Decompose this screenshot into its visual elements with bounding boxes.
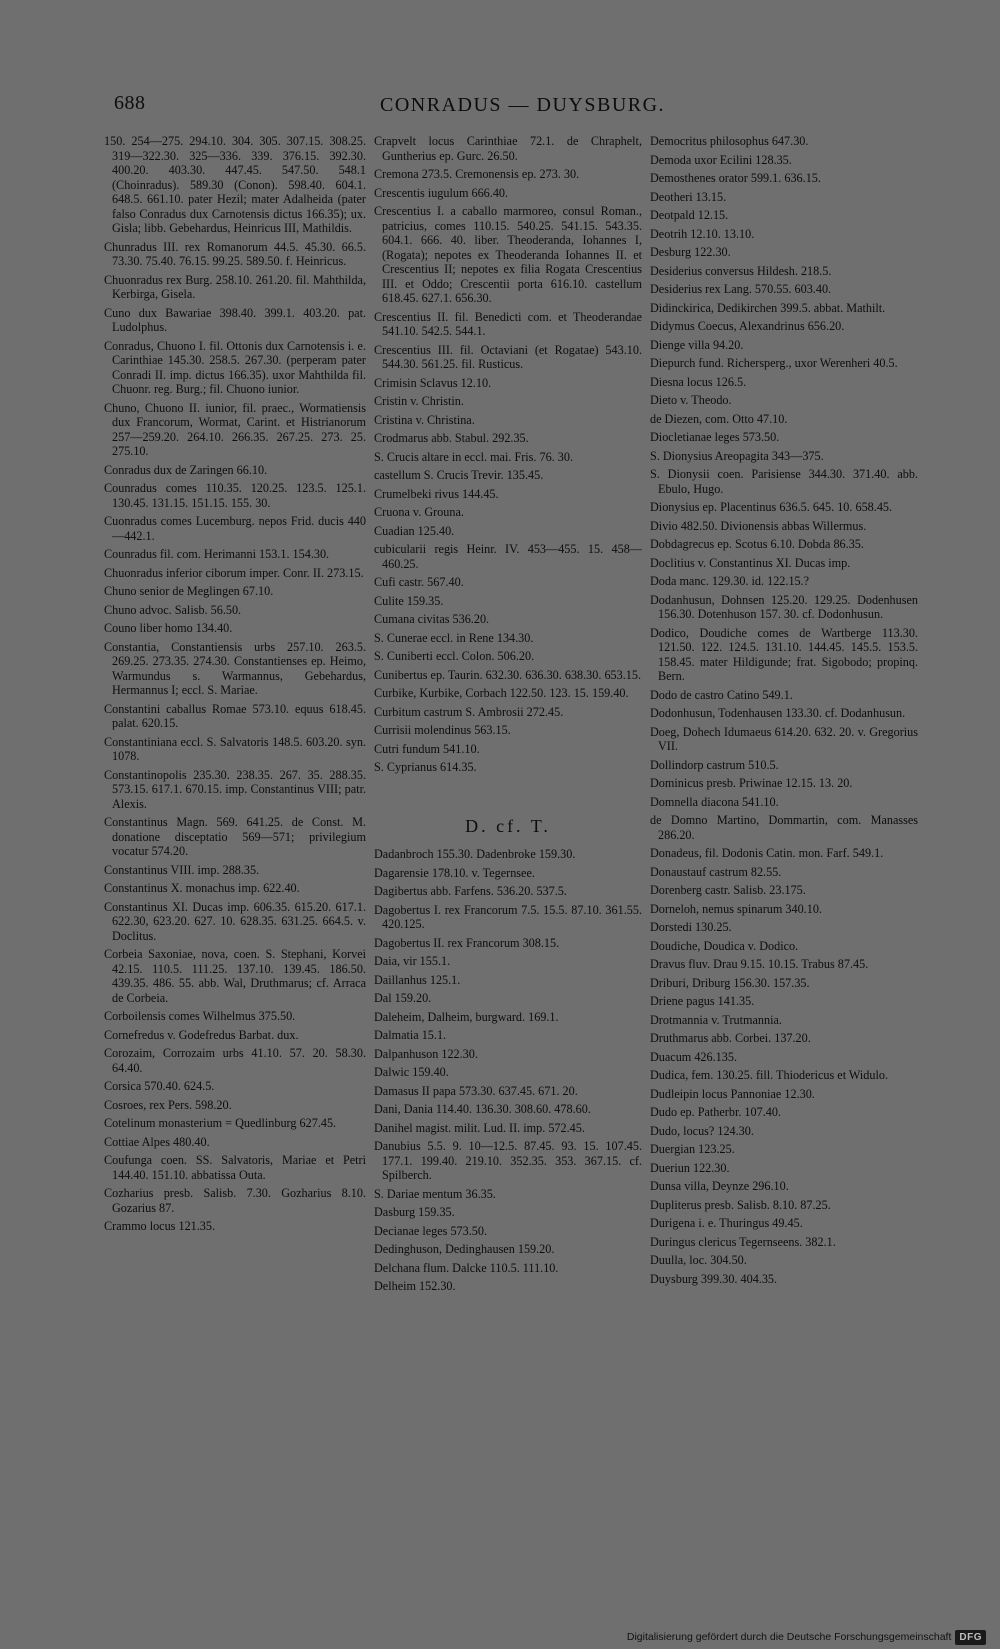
index-entry: Doudiche, Doudica v. Dodico. bbox=[650, 938, 799, 953]
footer-text: Digitalisierung gefördert durch die Deutsche Forschungsgemeinschaft bbox=[626, 1631, 952, 1643]
index-entry: Curbike, Kurbike, Corbach 122.50. 123. 15. 159.40. bbox=[374, 686, 629, 700]
index-entry: Cristina v. Christina. bbox=[374, 412, 475, 427]
index-entry: Dupliterus presb. Salisb. 8.10. 87.25. bbox=[650, 1197, 831, 1212]
index-entry: Durigena i. e. Thuringus 49.45. bbox=[650, 1216, 803, 1230]
index-entry: Coufunga coen. SS. Salvatoris, Mariae et Petri 144.40. 151.10. abbatissa Outa. bbox=[104, 1153, 366, 1182]
index-entry: Cuadian 125.40. bbox=[374, 523, 455, 538]
index-entry: Dudica, fem. 130.25. fill. Thiodericus et Widulo. bbox=[650, 1068, 889, 1082]
index-entry: Crapvelt locus Carinthiae 72.1. de Chraphelt, Guntherius ep. Gurc. 26.50. bbox=[374, 134, 642, 163]
index-entry: Danihel magist. milit. Lud. II. imp. 572.45. bbox=[374, 1120, 585, 1135]
index-entry: Dodico, Doudiche comes de Wartberge 113.30. 121.50. 122. 124.5. 131.10. 144.45. 145.5. 153.5. 158.45. mater Hildigunde; frat. Sigobodo; propinq. Bern. bbox=[650, 625, 918, 683]
index-entry: Dalpanhuson 122.30. bbox=[374, 1046, 478, 1061]
index-entry: Dodanhusun, Dohnsen 125.20. 129.25. Dodenhusen 156.30. Dotenhuson 157. 30. cf. Dodonhusun. bbox=[650, 592, 918, 621]
index-column-middle bbox=[374, 134, 642, 1298]
index-entry: Diocletianae leges 573.50. bbox=[650, 430, 780, 444]
index-entry: Cornefredus v. Godefredus Barbat. dux. bbox=[104, 1027, 299, 1042]
index-entry: Dal 159.20. bbox=[374, 991, 432, 1005]
index-entry: Didinckirica, Dedikirchen 399.5. abbat. Mathilt. bbox=[650, 300, 886, 315]
index-entry: Dollindorp castrum 510.5. bbox=[650, 757, 779, 772]
index-entry: Dodonhusun, Todenhausen 133.30. cf. Dodanhusun. bbox=[650, 706, 906, 720]
index-entry: Dorstedi 130.25. bbox=[650, 920, 732, 934]
index-entry: S. Dariae mentum 36.35. bbox=[374, 1186, 496, 1201]
index-entry: Cufi castr. 567.40. bbox=[374, 575, 464, 589]
index-entry: Doclitius v. Constantinus XI. Ducas imp. bbox=[650, 555, 851, 570]
index-entry: Constantini caballus Romae 573.10. equus 618.45. palat. 620.15. bbox=[104, 701, 366, 730]
index-entry: Cottiae Alpes 480.40. bbox=[104, 1134, 210, 1149]
index-entry: Demosthenes orator 599.1. 636.15. bbox=[650, 171, 821, 185]
index-entry: Cuno dux Bawariae 398.40. 399.1. 403.20. pat. Ludolphus. bbox=[104, 305, 366, 334]
index-entry: S. Dionysii coen. Parisiense 344.30. 371.40. abb. Ebulo, Hugo. bbox=[650, 467, 918, 496]
index-entry: Dudleipin locus Pannoniae 12.30. bbox=[650, 1086, 815, 1101]
index-entry: Cutri fundum 541.10. bbox=[374, 741, 480, 756]
index-entry: Dagobertus I. rex Francorum 7.5. 15.5. 87.10. 361.55. 420.125. bbox=[374, 902, 642, 931]
index-entry: Cumana civitas 536.20. bbox=[374, 612, 490, 626]
index-entry: Daia, vir 155.1. bbox=[374, 954, 451, 968]
index-entry: Cunibertus ep. Taurin. 632.30. 636.30. 638.30. 653.15. bbox=[374, 667, 642, 682]
index-entry: Decianae leges 573.50. bbox=[374, 1223, 488, 1238]
index-entry: Conradus dux de Zaringen 66.10. bbox=[104, 462, 268, 477]
index-entry: Daleheim, Dalheim, burgward. 169.1. bbox=[374, 1009, 559, 1024]
index-column-left bbox=[104, 134, 366, 1238]
index-entry: Drotmannia v. Trutmannia. bbox=[650, 1012, 782, 1027]
index-entry: Dudo, locus? 124.30. bbox=[650, 1123, 754, 1138]
index-entry: Duringus clericus Tegernseens. 382.1. bbox=[650, 1234, 836, 1249]
index-entry: Damasus II papa 573.30. 637.45. 671. 20. bbox=[374, 1083, 578, 1098]
index-entry: Counradus comes 110.35. 120.25. 123.5. 125.1. 130.45. 131.15. 151.15. 155. 30. bbox=[104, 481, 366, 510]
index-entry: Crimisin Sclavus 12.10. bbox=[374, 375, 492, 390]
index-entry: Currisii molendinus 563.15. bbox=[374, 723, 511, 737]
index-entry: Couno liber homo 134.40. bbox=[104, 621, 233, 635]
index-entry: Constantinus Magn. 569. 641.25. de Const. M. donatione disceptatio 569—571; privilegium vocatur 574.20. bbox=[104, 815, 366, 858]
index-entry: Desiderius conversus Hildesh. 218.5. bbox=[650, 263, 832, 278]
index-entry: Culite 159.35. bbox=[374, 593, 444, 608]
running-head: CONRADUS — DUYSBURG. bbox=[380, 94, 666, 116]
index-entry: Dienge villa 94.20. bbox=[650, 337, 744, 352]
index-entry: Chuno, Chuono II. iunior, fil. praec., Wormatiensis dux Francorum, Wormat, Carint. et Histrianorum 257—259.20. 264.10. 266.35. 267.25. 273. 25. 275.10. bbox=[104, 400, 366, 458]
index-entry: Domnella diacona 541.10. bbox=[650, 794, 779, 809]
index-entry: Doda manc. 129.30. id. 122.15.? bbox=[650, 574, 810, 588]
index-entry: Dorneloh, nemus spinarum 340.10. bbox=[650, 901, 822, 916]
index-entry: Druthmarus abb. Corbei. 137.20. bbox=[650, 1031, 811, 1045]
index-entry: Doeg, Dohech Idumaeus 614.20. 632. 20. v. Gregorius VII. bbox=[650, 724, 918, 753]
index-entry: Constantinus X. monachus imp. 622.40. bbox=[104, 881, 300, 895]
index-entry: Delheim 152.30. bbox=[374, 1279, 456, 1293]
index-entry: Dominicus presb. Priwinae 12.15. 13. 20. bbox=[650, 776, 853, 790]
index-entry: S. Dionysius Areopagita 343—375. bbox=[650, 448, 824, 463]
index-entry: Dudo ep. Patherbr. 107.40. bbox=[650, 1105, 781, 1119]
index-entry: Constantinopolis 235.30. 238.35. 267. 35. 288.35. 573.15. 617.1. 670.15. imp. Constantinus VIII; patr. Alexis. bbox=[104, 767, 366, 811]
index-entry: Divio 482.50. Divionensis abbas Willermus. bbox=[650, 518, 867, 533]
index-entry: Desiderius rex Lang. 570.55. 603.40. bbox=[650, 282, 832, 296]
index-entry: Dunsa villa, Deynze 296.10. bbox=[650, 1179, 789, 1193]
index-entry: Chunradus III. rex Romanorum 44.5. 45.30. 66.5. 73.30. 75.40. 76.15. 99.25. 589.50. f. Heinricus. bbox=[104, 239, 366, 268]
section-heading: D. cf. T. bbox=[465, 815, 551, 836]
index-entry: Dalmatia 15.1. bbox=[374, 1028, 447, 1042]
index-entry: Diesna locus 126.5. bbox=[650, 374, 747, 389]
page-number: 688 bbox=[114, 92, 146, 114]
index-entry: Constantinus VIII. imp. 288.35. bbox=[104, 862, 260, 877]
index-entry: Constantia, Constantiensis urbs 257.10. 263.5. 269.25. 273.35. 274.30. Constantienses ep. Heimo, Warmundus s. Warmannus, Gebehardus, Hermannus I; eccl. S. Mariae. bbox=[104, 639, 366, 697]
index-entry: Chuno senior de Meglingen 67.10. bbox=[104, 584, 274, 598]
index-entry: Duacum 426.135. bbox=[650, 1049, 737, 1064]
index-entry: Daillanhus 125.1. bbox=[374, 972, 461, 987]
index-entry: Demoda uxor Ecilini 128.35. bbox=[650, 152, 792, 167]
index-entry: Cotelinum monasterium = Quedlinburg 627.45. bbox=[104, 1116, 337, 1130]
index-entry: S. Cuniberti eccl. Colon. 506.20. bbox=[374, 649, 535, 663]
index-entry: Dagarensie 178.10. v. Tegernsee. bbox=[374, 865, 535, 880]
index-entry: Dadanbroch 155.30. Dadenbroke 159.30. bbox=[374, 847, 576, 861]
index-entry: Cruona v. Grouna. bbox=[374, 505, 464, 519]
index-entry: S. Cyprianus 614.35. bbox=[374, 760, 477, 774]
index-entry: Duysburg 399.30. 404.35. bbox=[650, 1271, 778, 1286]
index-entry: Counradus fil. com. Herimanni 153.1. 154.30. bbox=[104, 547, 330, 561]
index-entry: Dobdagrecus ep. Scotus 6.10. Dobda 86.35. bbox=[650, 537, 864, 551]
index-entry: Crodmarus abb. Stabul. 292.35. bbox=[374, 431, 529, 445]
index-entry: castellum S. Crucis Trevir. 135.45. bbox=[374, 468, 544, 482]
index-entry: Deotheri 13.15. bbox=[650, 189, 727, 204]
index-entry: Dalwic 159.40. bbox=[374, 1065, 449, 1079]
index-entry: Dasburg 159.35. bbox=[374, 1205, 455, 1219]
index-entry: de Diezen, com. Otto 47.10. bbox=[650, 411, 788, 426]
index-entry: cubicularii regis Heinr. IV. 453—455. 15. 458—460.25. bbox=[374, 542, 642, 571]
index-entry: Duergian 123.25. bbox=[650, 1142, 735, 1156]
index-entry: Chuonradus inferior ciborum imper. Conr. II. 273.15. bbox=[104, 565, 364, 580]
index-entry: Dravus fluv. Drau 9.15. 10.15. Trabus 87.45. bbox=[650, 957, 869, 971]
dfg-logo: DFG bbox=[955, 1630, 986, 1645]
index-entry: Desburg 122.30. bbox=[650, 245, 731, 259]
index-entry: Cozharius presb. Salisb. 7.30. Gozharius 8.10. Gozarius 87. bbox=[104, 1186, 366, 1215]
index-entry: Corsica 570.40. 624.5. bbox=[104, 1079, 215, 1093]
index-entry: Constantiniana eccl. S. Salvatoris 148.5. 603.20. syn. 1078. bbox=[104, 734, 366, 763]
index-entry: Dorenberg castr. Salisb. 23.175. bbox=[650, 883, 806, 897]
index-entry: Chuno advoc. Salisb. 56.50. bbox=[104, 602, 242, 617]
index-entry: de Domno Martino, Dommartin, com. Manasses 286.20. bbox=[650, 813, 918, 842]
index-entry: Donaustauf castrum 82.55. bbox=[650, 864, 782, 879]
index-entry: Cosroes, rex Pers. 598.20. bbox=[104, 1097, 232, 1112]
index-entry: Crescentis iugulum 666.40. bbox=[374, 185, 509, 200]
index-entry: Crescentius I. a caballo marmoreo, consul Roman., patricius, comes 110.15. 540.25. 541.15. 543.35. 604.1. 666. 40. liber. Theoderanda, Iohannes I, (Rogata); nepotes ex Theoderanda Iohannes II. et Crescentius II; nepotes ex filia Rogata Crescentius III. et Oddo; Crescentii porta 616.10. castellum 618.45. 627.1. 656.30. bbox=[374, 204, 642, 305]
index-entry: Cremona 273.5. Cremonensis ep. 273. 30. bbox=[374, 167, 580, 181]
index-entry: 150. 254—275. 294.10. 304. 305. 307.15. 308.25. 319—322.30. 325—336. 339. 376.15. 392.30. 400.20. 403.30. 447.45. 547.50. 548.1 (Choinradus). 589.30 (Conon). 598.40. 604.1. 648.5. 661.10. pater Hezil; mater Adalheida (pater falso Conradus dux Carnotensis dictus 166.35); ux. Gisla; libb. Gebehardus, Heinricus III, Mathildis. bbox=[104, 134, 366, 235]
index-entry: S. Crucis altare in eccl. mai. Fris. 76. 30. bbox=[374, 449, 574, 464]
index-entry: Curbitum castrum S. Ambrosii 272.45. bbox=[374, 704, 564, 719]
index-entry: Driene pagus 141.35. bbox=[650, 994, 755, 1008]
footer-credit bbox=[627, 1628, 986, 1646]
index-entry: Danubius 5.5. 9. 10—12.5. 87.45. 93. 15. 107.45. 177.1. 199.40. 219.10. 352.35. 353. 367.15. cf. Spilberch. bbox=[374, 1139, 642, 1182]
index-entry: Dagobertus II. rex Francorum 308.15. bbox=[374, 935, 560, 950]
index-entry: Corozaim, Corrozaim urbs 41.10. 57. 20. 58.30. 64.40. bbox=[104, 1046, 366, 1075]
index-entry: Crumelbeki rivus 144.45. bbox=[374, 486, 499, 501]
index-entry: Deotpald 12.15. bbox=[650, 208, 729, 222]
index-entry: Driburi, Driburg 156.30. 157.35. bbox=[650, 975, 810, 990]
index-entry: Cristin v. Christin. bbox=[374, 394, 464, 408]
index-entry: Constantinus XI. Ducas imp. 606.35. 615.20. 617.1. 622.30, 623.20. 627. 10. 628.35. 631.25. 664.5. v. Doclitus. bbox=[104, 899, 366, 943]
index-entry: Crescentius II. fil. Benedicti com. et Theoderandae 541.10. 542.5. 544.1. bbox=[374, 309, 642, 338]
index-entry: Diepurch fund. Richersperg., uxor Werenheri 40.5. bbox=[650, 356, 898, 370]
index-entry: Chuonradus rex Burg. 258.10. 261.20. fil. Mahthilda, Kerbirga, Gisela. bbox=[104, 272, 366, 301]
index-entry: Dani, Dania 114.40. 136.30. 308.60. 478.60. bbox=[374, 1102, 591, 1116]
index-column-right bbox=[650, 134, 918, 1290]
index-entry: Donadeus, fil. Dodonis Catin. mon. Farf. 549.1. bbox=[650, 846, 884, 860]
index-entry: Democritus philosophus 647.30. bbox=[650, 134, 809, 148]
index-entry: Cuonradus comes Lucemburg. nepos Frid. ducis 440—442.1. bbox=[104, 514, 366, 543]
index-entry: Dionysius ep. Placentinus 636.5. 645. 10. 658.45. bbox=[650, 500, 893, 514]
index-entry: Conradus, Chuono I. fil. Ottonis dux Carnotensis i. e. Carinthiae 145.30. 258.5. 267.30. (perperam pater Conradi II. imp. dictus 166.35). uxor Mahthilda fil. Chuonr. reg. Burg.; fil. Chuono iunior. bbox=[104, 338, 366, 396]
index-entry: Dagibertus abb. Farfens. 536.20. 537.5. bbox=[374, 884, 567, 898]
index-entry: Duulla, loc. 304.50. bbox=[650, 1253, 747, 1267]
index-entry: Dedinghuson, Dedinghausen 159.20. bbox=[374, 1242, 555, 1256]
index-entry: Crescentius III. fil. Octaviani (et Rogatae) 543.10. 544.30. 561.25. fil. Rusticus. bbox=[374, 342, 642, 371]
index-entry: Corboilensis comes Wilhelmus 375.50. bbox=[104, 1009, 296, 1023]
index-entry: Dieto v. Theodo. bbox=[650, 393, 732, 407]
index-entry: Deotrih 12.10. 13.10. bbox=[650, 226, 755, 241]
index-entry: Corbeia Saxoniae, nova, coen. S. Stephani, Korvei 42.15. 110.5. 111.25. 137.10. 139.45. 186.50. 439.35. 486. 55. abb. Wal, Druthmarus; cf. Arraca de Corbeia. bbox=[104, 947, 366, 1005]
index-entry: S. Cunerae eccl. in Rene 134.30. bbox=[374, 630, 534, 645]
index-entry: Delchana flum. Dalcke 110.5. 111.10. bbox=[374, 1260, 559, 1275]
index-entry: Crammo locus 121.35. bbox=[104, 1219, 216, 1233]
index-entry: Dodo de castro Catino 549.1. bbox=[650, 687, 793, 702]
index-entry: Dueriun 122.30. bbox=[650, 1160, 730, 1175]
index-entry: Didymus Coecus, Alexandrinus 656.20. bbox=[650, 319, 845, 333]
